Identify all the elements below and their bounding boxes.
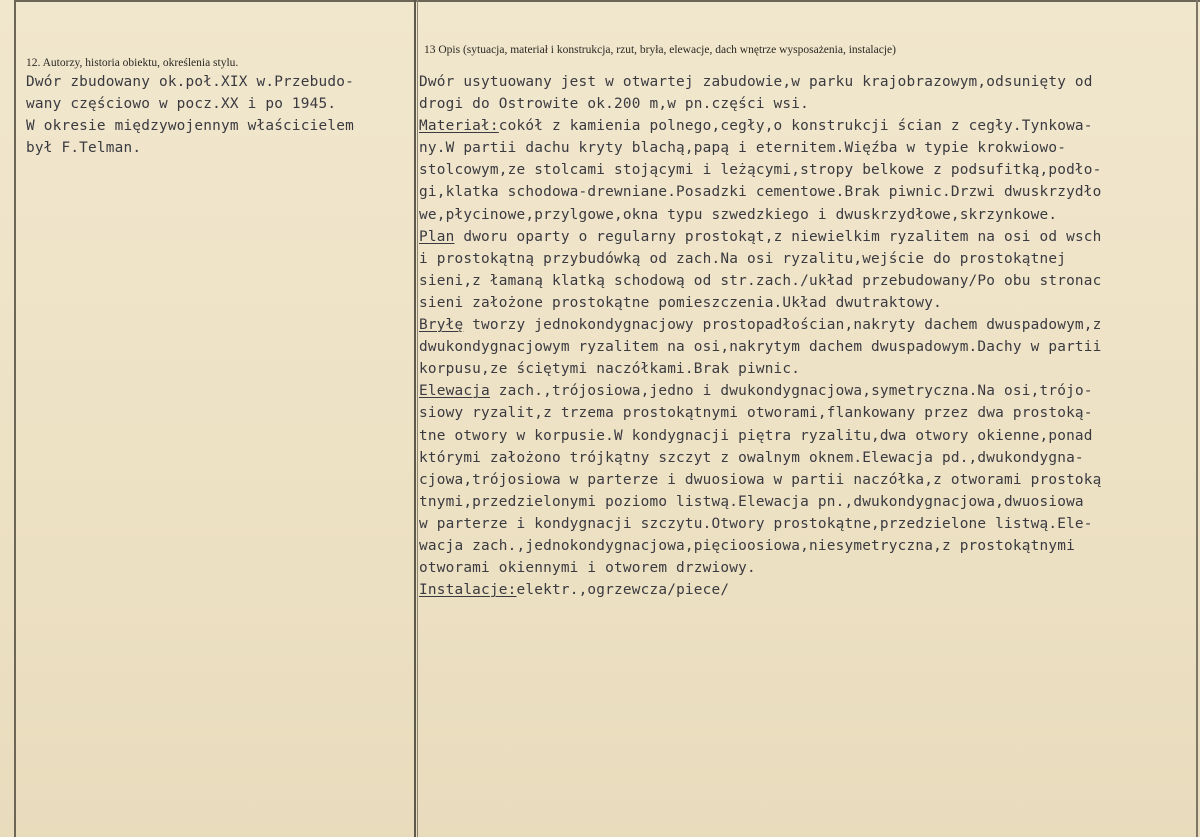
description-line-text: drogi do Ostrowite ok.200 m,w pn.części wsi. bbox=[419, 96, 810, 113]
history-typed-text bbox=[26, 71, 354, 159]
description-line-text: korpusu,ze ściętymi naczółkami.Brak piwnic. bbox=[419, 361, 801, 378]
description-line-text: siowy ryzalit,z trzema prostokątnymi otworami,flankowany przez dwa prostoką- bbox=[419, 405, 1093, 422]
description-line-text: elektr.,ogrzewcza/piece/ bbox=[516, 582, 730, 599]
description-line bbox=[419, 71, 1102, 93]
description-line-text: którymi założono trójkątny szczyt z owalnym oknem.Elewacja pd.,dwukondygna- bbox=[419, 449, 1084, 466]
description-line-text: w parterze i kondygnacji szczytu.Otwory prostokątne,przedzielone listwą.Ele- bbox=[419, 515, 1093, 532]
description-line-text: wacja zach.,jednokondygnacjowa,pięcioosiowa,niesymetryczna,z prostokątnymi bbox=[419, 537, 1075, 554]
description-line-text: tnymi,przedzielonymi poziomo listwą.Elewacja pn.,dwukondygnacjowa,dwuosiowa bbox=[419, 493, 1084, 510]
history-line: wany częściowo w pocz.XX i po 1945. bbox=[26, 96, 337, 113]
description-line-text: i prostokątną przybudówką od zach.Na osi ryzalitu,wejście do prostokątnej bbox=[419, 250, 1067, 267]
description-line bbox=[419, 557, 1102, 579]
description-line bbox=[419, 270, 1102, 292]
description-line-text: zach.,trójosiowa,jedno i dwukondygnacjowa,symetryczna.Na osi,trójo- bbox=[489, 383, 1093, 400]
description-line-text: dwukondygnacjowym ryzalitem na osi,nakrytym dachem dwuspadowym.Dachy w partii bbox=[419, 339, 1102, 356]
right-border-line bbox=[1196, 0, 1198, 837]
column-divider-shadow-line bbox=[417, 0, 418, 837]
description-line bbox=[419, 181, 1102, 203]
underlined-section-label: Bryłę bbox=[419, 317, 464, 334]
description-line bbox=[419, 137, 1102, 159]
description-line bbox=[419, 115, 1102, 137]
description-line-text: cokół z kamienia polnego,cegły,o konstrukcji ścian z cegły.Tynkowa- bbox=[498, 118, 1093, 135]
underlined-section-label: Elewacja bbox=[419, 383, 490, 400]
description-line bbox=[419, 93, 1102, 115]
description-line-text: we,płycinowe,przylgowe,okna typu szwedzkiego i dwuskrzydłowe,skrzynkowe. bbox=[419, 206, 1058, 223]
description-line bbox=[419, 314, 1102, 336]
description-line bbox=[419, 204, 1102, 226]
section-13-heading: 13 Opis (sytuacja, materiał i konstrukcja, rzut, bryła, elewacje, dach wnętrze wysposażenia, instalacje) bbox=[424, 44, 896, 56]
description-line bbox=[419, 159, 1102, 181]
underlined-section-label: Instalacje: bbox=[419, 582, 517, 599]
description-typed-text bbox=[419, 71, 1102, 601]
history-line: był F.Telman. bbox=[26, 140, 142, 157]
description-line bbox=[419, 513, 1102, 535]
description-line bbox=[419, 380, 1102, 402]
description-line-text: tworzy jednokondygnacjowy prostopadłościan,nakryty dachem dwuspadowym,z bbox=[463, 317, 1102, 334]
description-line-text: cjowa,trójosiowa w parterze i dwuosiowa w partii naczółka,z otworami prostoką bbox=[419, 471, 1102, 488]
description-line bbox=[419, 535, 1102, 557]
description-line bbox=[419, 226, 1102, 248]
history-line: W okresie międzywojennym właścicielem bbox=[26, 118, 354, 135]
description-line-text: ny.W partii dachu kryty blachą,papą i eternitem.Więźba w typie krokwiowo- bbox=[419, 140, 1067, 157]
description-line bbox=[419, 425, 1102, 447]
description-line-text: tne otwory w korpusie.W kondygnacji piętra ryzalitu,dwa otwory okienne,ponad bbox=[419, 427, 1093, 444]
column-divider-line bbox=[414, 0, 416, 837]
description-line bbox=[419, 358, 1102, 380]
history-line: Dwór zbudowany ok.poł.XIX w.Przebudo- bbox=[26, 74, 354, 90]
description-line bbox=[419, 447, 1102, 469]
description-line-text: dworu oparty o regularny prostokąt,z niewielkim ryzalitem na osi od wsch bbox=[454, 228, 1102, 245]
underlined-section-label: Plan bbox=[419, 228, 455, 245]
description-line-text: Dwór usytuowany jest w otwartej zabudowie,w parku krajobrazowym,odsunięty od bbox=[419, 74, 1093, 90]
top-border-line bbox=[14, 0, 1200, 2]
description-line bbox=[419, 292, 1102, 314]
description-line-text: stolcowym,ze stolcami stojącymi i leżącymi,stropy belkowe z podsufitką,podło- bbox=[419, 162, 1102, 179]
description-line bbox=[419, 491, 1102, 513]
left-border-line bbox=[14, 0, 16, 837]
description-line bbox=[419, 248, 1102, 270]
description-line-text: sieni założone prostokątne pomieszczenia.Układ dwutraktowy. bbox=[419, 294, 942, 311]
section-12-heading: 12. Autorzy, historia obiektu, określenia stylu. bbox=[26, 57, 239, 69]
description-line bbox=[419, 402, 1102, 424]
underlined-section-label: Materiał: bbox=[419, 118, 499, 135]
description-line bbox=[419, 336, 1102, 358]
description-line-text: otworami okiennymi i otworem drzwiowy. bbox=[419, 560, 756, 577]
description-line bbox=[419, 469, 1102, 491]
description-line-text: gi,klatka schodowa-drewniane.Posadzki cementowe.Brak piwnic.Drzwi dwuskrzydło bbox=[419, 184, 1102, 201]
description-line-text: sieni,z łamaną klatką schodową od str.zach./układ przebudowany/Po obu stronac bbox=[419, 272, 1102, 289]
description-line bbox=[419, 579, 1102, 601]
